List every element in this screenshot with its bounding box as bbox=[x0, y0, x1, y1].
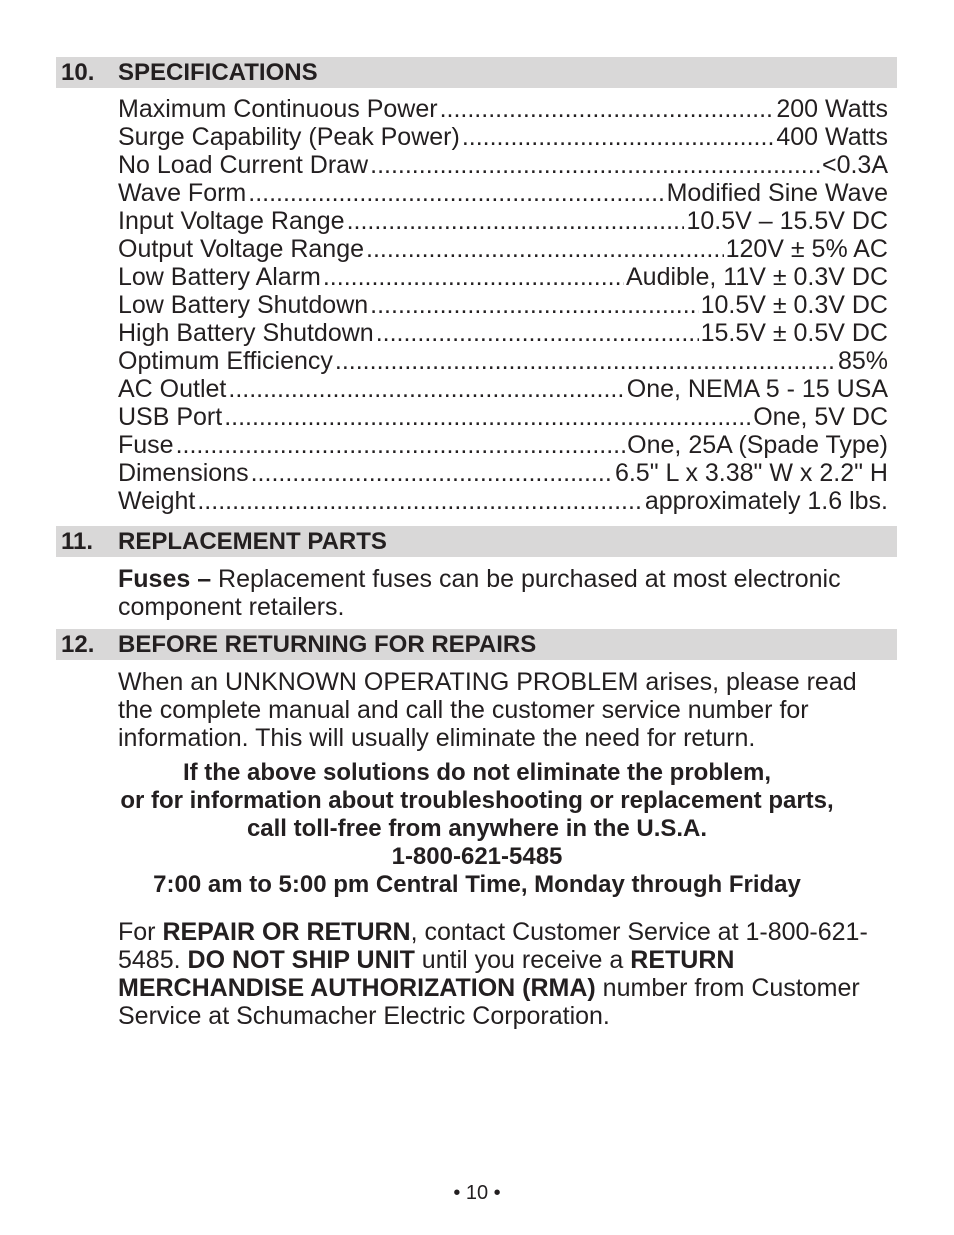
spec-label: Fuse bbox=[118, 431, 174, 459]
spec-label: AC Outlet bbox=[118, 375, 227, 403]
specifications-list bbox=[118, 95, 888, 515]
spec-row bbox=[118, 123, 888, 151]
section-title: SPECIFICATIONS bbox=[118, 59, 318, 86]
spec-label: Optimum Efficiency bbox=[118, 347, 333, 375]
replacement-parts-paragraph bbox=[118, 565, 893, 621]
dot-leader bbox=[370, 291, 698, 319]
spec-label: Maximum Continuous Power bbox=[118, 95, 438, 123]
spec-value: approximately 1.6 lbs. bbox=[644, 487, 888, 515]
bold-text-run: DO NOT SHIP UNIT bbox=[187, 946, 415, 974]
section-header-specifications bbox=[56, 57, 897, 88]
spec-row bbox=[118, 151, 888, 179]
contact-line: If the above solutions do not eliminate the problem, bbox=[182, 759, 772, 786]
spec-row bbox=[118, 431, 888, 459]
spec-value: <0.3A bbox=[821, 151, 888, 179]
dot-leader bbox=[440, 95, 775, 123]
spec-row bbox=[118, 375, 888, 403]
page-number: • 10 • bbox=[453, 1182, 501, 1204]
spec-row bbox=[118, 179, 888, 207]
fuses-label: Fuses – bbox=[118, 565, 212, 593]
dot-leader bbox=[224, 403, 751, 431]
spec-value: 200 Watts bbox=[776, 95, 888, 123]
spec-row bbox=[118, 403, 888, 431]
dot-leader bbox=[176, 431, 626, 459]
spec-value: 10.5V – 15.5V DC bbox=[686, 207, 888, 235]
dot-leader bbox=[347, 207, 685, 235]
text-run: number from Customer Service at Schumacher Electric Corporation. bbox=[118, 974, 860, 1030]
spec-value: 6.5" L x 3.38" W x 2.2" H bbox=[614, 459, 888, 487]
spec-value: Modified Sine Wave bbox=[666, 179, 888, 207]
spec-label: Dimensions bbox=[118, 459, 249, 487]
section-title: BEFORE RETURNING FOR REPAIRS bbox=[118, 631, 537, 658]
spec-label: High Battery Shutdown bbox=[118, 319, 374, 347]
contact-line: or for information about troubleshooting or replacement parts, bbox=[120, 787, 834, 814]
contact-line: call toll-free from anywhere in the U.S.A. bbox=[246, 815, 708, 842]
spec-value: 85% bbox=[837, 347, 888, 375]
phone-number: 1-800-621-5485 bbox=[391, 843, 563, 870]
spec-row bbox=[118, 459, 888, 487]
spec-value: Audible, 11V ± 0.3V DC bbox=[625, 263, 888, 291]
section-header-before-returning bbox=[56, 629, 897, 660]
dot-leader bbox=[462, 123, 775, 151]
contact-hours: 7:00 am to 5:00 pm Central Time, Monday through Friday bbox=[153, 871, 801, 898]
spec-label: No Load Current Draw bbox=[118, 151, 369, 179]
dot-leader bbox=[370, 151, 820, 179]
intro-paragraph: When an UNKNOWN OPERATING PROBLEM arises, please read the complete manual and call the customer service number for information. This will usually eliminate the need for return. bbox=[118, 668, 857, 752]
dot-leader bbox=[376, 319, 699, 347]
spec-row bbox=[118, 487, 888, 515]
spec-label: Low Battery Alarm bbox=[118, 263, 321, 291]
bold-text-run: RETURN MERCHANDISE AUTHORIZATION (RMA) bbox=[118, 946, 735, 1002]
dot-leader bbox=[323, 263, 624, 291]
bold-text-run: REPAIR OR RETURN bbox=[162, 918, 411, 946]
spec-value: 15.5V ± 0.5V DC bbox=[700, 319, 888, 347]
spec-value: 10.5V ± 0.3V DC bbox=[700, 291, 888, 319]
dot-leader bbox=[197, 487, 642, 515]
spec-label: Weight bbox=[118, 487, 196, 515]
spec-row bbox=[118, 347, 888, 375]
repair-return-paragraph bbox=[118, 918, 893, 1030]
section-title: REPLACEMENT PARTS bbox=[118, 528, 387, 555]
spec-value: 120V ± 5% AC bbox=[725, 235, 888, 263]
fuses-text: Replacement fuses can be purchased at most electronic component retailers. bbox=[118, 565, 841, 621]
dot-leader bbox=[335, 347, 836, 375]
dot-leader bbox=[248, 179, 664, 207]
spec-row bbox=[118, 319, 888, 347]
section-header-replacement-parts bbox=[56, 526, 897, 557]
spec-label: USB Port bbox=[118, 403, 223, 431]
spec-row bbox=[118, 291, 888, 319]
dot-leader bbox=[228, 375, 624, 403]
text-run: , contact Customer Service at 1-800-621-5485. bbox=[118, 918, 868, 974]
spec-label: Input Voltage Range bbox=[118, 207, 345, 235]
spec-value: One, 25A (Spade Type) bbox=[627, 431, 888, 459]
spec-row bbox=[118, 207, 888, 235]
dot-leader bbox=[251, 459, 613, 487]
spec-row bbox=[118, 95, 888, 123]
section-number: 10. bbox=[61, 59, 95, 86]
spec-value: One, 5V DC bbox=[753, 403, 888, 431]
section-number: 12. bbox=[61, 631, 95, 658]
spec-value: One, NEMA 5 - 15 USA bbox=[626, 375, 888, 403]
spec-value: 400 Watts bbox=[776, 123, 888, 151]
spec-label: Output Voltage Range bbox=[118, 235, 365, 263]
text-run: For bbox=[118, 918, 163, 946]
contact-info-block bbox=[0, 759, 954, 899]
spec-label: Surge Capability (Peak Power) bbox=[118, 123, 460, 151]
section-number: 11. bbox=[61, 528, 94, 555]
dot-leader bbox=[366, 235, 724, 263]
spec-row bbox=[118, 263, 888, 291]
spec-label: Wave Form bbox=[118, 179, 247, 207]
spec-row bbox=[118, 235, 888, 263]
text-run: until you receive a bbox=[414, 946, 631, 974]
spec-label: Low Battery Shutdown bbox=[118, 291, 369, 319]
